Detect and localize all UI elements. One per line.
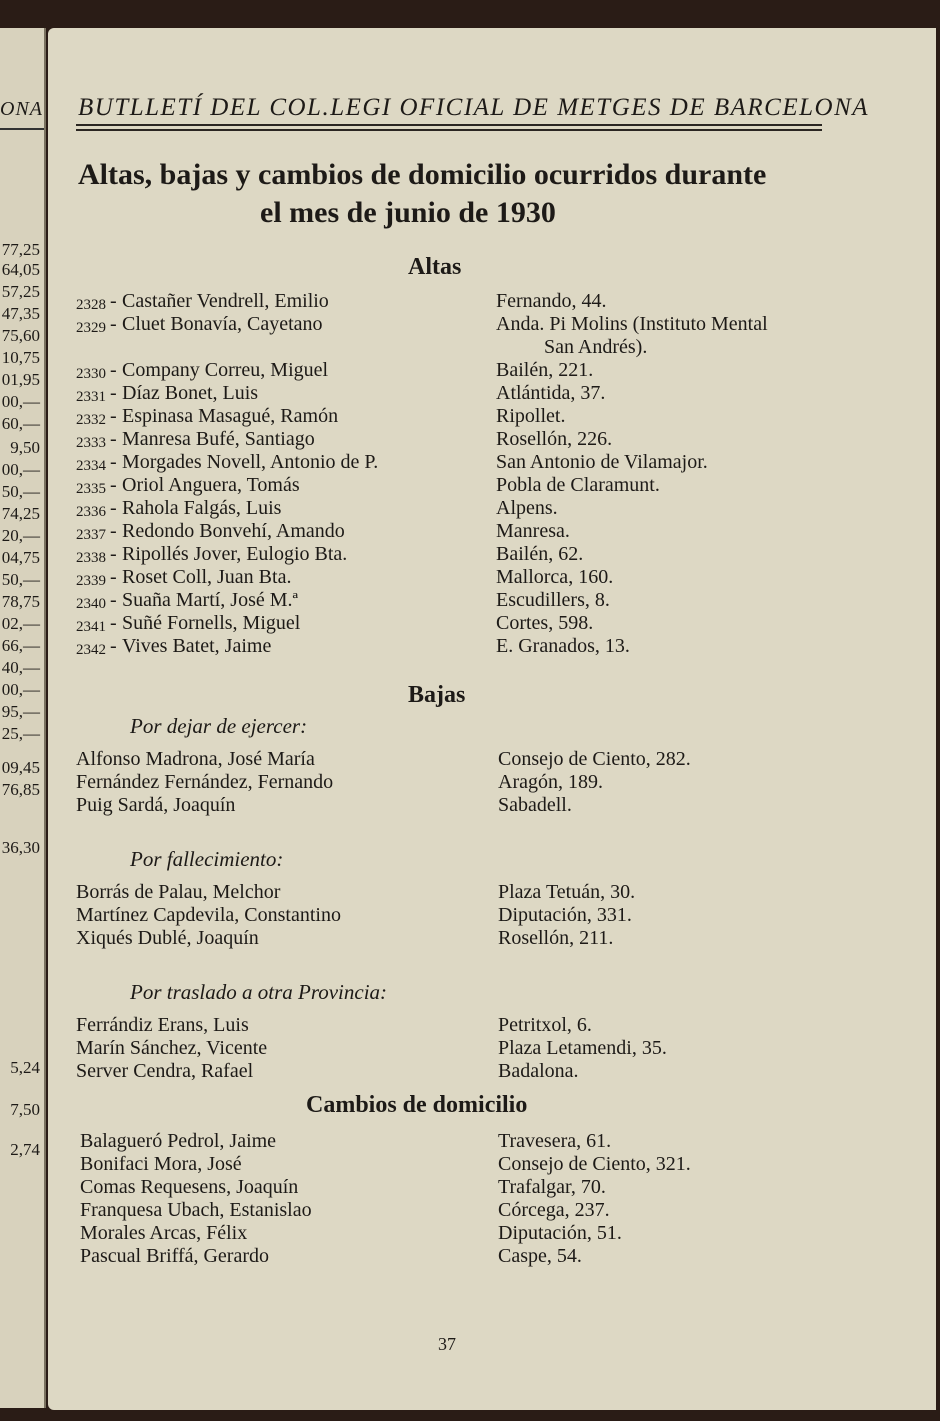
member-name: Suaña Martí, José M.ª [122,588,299,611]
member-name: Redondo Bonvehí, Amando [122,519,345,542]
member-number: 2334 [76,457,106,474]
member-address: Consejo de Ciento, 282. [498,748,691,770]
member-name: Manresa Bufé, Santiago [122,427,315,450]
member-name: Cluet Bonavía, Cayetano [122,313,323,335]
facing-page-number: 74,25 [1,504,40,523]
member-address: Badalona. [498,1060,579,1082]
member-name: Vives Batet, Jaime [122,634,272,657]
member-name: Company Correu, Miguel [122,358,329,381]
member-address: Cortes, 598. [496,611,594,634]
separator-dash: - [110,473,117,496]
altas-heading: Altas [408,254,462,280]
member-number: 2341 [76,618,106,635]
member-number: 2335 [76,480,106,497]
separator-dash: - [110,358,117,381]
member-address: Rosellón, 226. [496,427,613,450]
member-name: Suñé Fornells, Miguel [122,611,301,634]
member-address: Córcega, 237. [498,1199,610,1221]
separator-dash: - [110,565,117,588]
member-number: 2342 [76,641,106,658]
facing-page-number: 01,95 [1,370,40,389]
member-address: Rosellón, 211. [498,927,614,949]
member-name: Comas Requesens, Joaquín [80,1176,299,1198]
member-number: 2332 [76,411,106,428]
member-address: Alpens. [496,496,558,519]
bajas-group-label: Por traslado a otra Provincia: [130,980,388,1004]
member-name: Roset Coll, Juan Bta. [122,565,292,588]
member-name: Marín Sánchez, Vicente [76,1037,268,1059]
bajas-group-label: Por fallecimiento: [130,847,284,871]
separator-dash: - [110,634,117,657]
facing-page-number: 40,— [1,658,40,677]
document-page [48,28,936,1410]
member-name: Ferrándiz Erans, Luis [76,1014,249,1036]
separator-dash: - [110,450,117,473]
separator-dash: - [110,313,117,335]
page-title-line2: el mes de junio de 1930 [260,196,556,229]
cambios-heading: Cambios de domicilio [306,1092,528,1118]
bajas-group-label: Por dejar de ejercer: [130,714,308,738]
facing-page-number: 00,— [1,680,40,699]
member-address: Escudillers, 8. [496,588,610,611]
member-name: Castañer Vendrell, Emilio [122,290,329,312]
facing-page-number: 10,75 [1,348,40,367]
member-address: E. Granados, 13. [496,634,630,657]
member-number: 2331 [76,388,106,405]
member-address: Aragón, 189. [498,771,603,793]
member-name: Espinasa Masagué, Ramón [122,404,339,427]
separator-dash: - [110,611,117,634]
member-address: Consejo de Ciento, 321. [498,1153,691,1175]
separator-dash: - [110,427,117,450]
facing-page-number: 77,25 [1,240,40,259]
member-address: Plaza Letamendi, 35. [498,1037,667,1059]
member-address: Diputación, 51. [498,1222,622,1244]
member-number: 2330 [76,365,106,382]
member-name: Pascual Briffá, Gerardo [80,1245,270,1267]
facing-page-number: 5,24 [10,1058,40,1077]
journal-header: BUTLLETÍ DEL COL.LEGI OFICIAL DE METGES DE BARCELONA [78,94,870,121]
facing-page-number: 60,— [1,414,40,433]
member-address: Bailén, 221. [496,358,594,381]
facing-page-number: 50,— [1,482,40,501]
member-name: Fernández Fernández, Fernando [76,771,334,793]
facing-page-number: 04,75 [1,548,40,567]
facing-page-number: 9,50 [10,438,40,457]
member-number: 2329 [76,320,106,336]
member-name: Martínez Capdevila, Constantino [76,904,341,926]
member-name: Server Cendra, Rafael [76,1060,254,1082]
separator-dash: - [110,381,117,404]
facing-page-rule [0,128,44,130]
facing-page-number: 50,— [1,570,40,589]
header-rule-bottom [76,129,822,131]
facing-page-number: 09,45 [1,758,40,777]
separator-dash: - [110,290,117,312]
member-address: Mallorca, 160. [496,565,614,588]
facing-page-number: 95,— [1,702,40,721]
member-name: Morgades Novell, Antonio de P. [122,450,379,473]
separator-dash: - [110,519,117,542]
facing-page-number: 36,30 [1,838,40,857]
page-number: 37 [438,1334,456,1354]
member-address: Travesera, 61. [498,1130,612,1152]
member-name: Alfonso Madrona, José María [76,748,315,770]
page-title: Altas, bajas y cambios de domicilio ocurridos durante [78,158,767,191]
separator-dash: - [110,404,117,427]
member-address: Fernando, 44. [496,290,607,312]
member-address: Petritxol, 6. [498,1014,592,1036]
member-number: 2338 [76,549,106,566]
facing-page-number: 66,— [1,636,40,655]
member-address-cont: San Andrés). [544,335,648,358]
member-number: 2340 [76,595,106,612]
member-name: Balagueró Pedrol, Jaime [80,1130,277,1152]
member-address: Plaza Tetuán, 30. [498,881,636,903]
facing-page-number: 02,— [1,614,40,633]
member-address: Manresa. [496,519,570,542]
member-number: 2328 [76,297,106,313]
member-name: Puig Sardá, Joaquín [76,794,236,816]
header-rule-top [76,124,822,126]
member-name: Oriol Anguera, Tomás [122,473,300,496]
member-address: Trafalgar, 70. [498,1176,606,1198]
member-address: San Antonio de Vilamajor. [496,450,708,473]
member-name: Rahola Falgás, Luis [122,496,282,519]
facing-page-number: 00,— [1,392,40,411]
member-number: 2336 [76,503,106,520]
facing-page-number: 00,— [1,460,40,479]
member-address: Caspe, 54. [498,1245,582,1267]
member-address: Sabadell. [498,794,572,816]
member-name: Xiqués Dublé, Joaquín [76,927,259,949]
facing-page-number: 2,74 [10,1140,40,1159]
facing-page-edge [0,28,46,1408]
member-name: Díaz Bonet, Luis [122,381,259,404]
member-name: Franquesa Ubach, Estanislao [80,1199,312,1221]
member-address: Anda. Pi Molins (Instituto Mental [496,313,768,335]
facing-page-number: 20,— [1,526,40,545]
facing-page-number: 76,85 [1,780,40,799]
separator-dash: - [110,588,117,611]
member-address: Bailén, 62. [496,542,584,565]
facing-page-number: 7,50 [10,1100,40,1119]
member-address: Diputación, 331. [498,904,632,926]
facing-page-header: ONA [0,98,43,120]
separator-dash: - [110,496,117,519]
member-address: Atlántida, 37. [496,381,606,404]
member-number: 2333 [76,434,106,451]
facing-page-number: 57,25 [1,282,40,301]
member-number: 2337 [76,526,106,543]
facing-page-number: 75,60 [1,326,40,345]
facing-page-number: 47,35 [1,304,40,323]
member-name: Borrás de Palau, Melchor [76,881,281,903]
member-name: Morales Arcas, Félix [80,1222,248,1244]
facing-page-number: 25,— [1,724,40,743]
member-address: Pobla de Claramunt. [496,473,660,496]
member-name: Ripollés Jover, Eulogio Bta. [122,542,348,565]
member-number: 2339 [76,572,106,589]
member-name: Bonifaci Mora, José [80,1153,242,1175]
facing-page-number: 78,75 [1,592,40,611]
member-address: Ripollet. [496,404,566,427]
separator-dash: - [110,542,117,565]
facing-page-number: 64,05 [1,260,40,279]
bajas-heading: Bajas [408,682,466,708]
